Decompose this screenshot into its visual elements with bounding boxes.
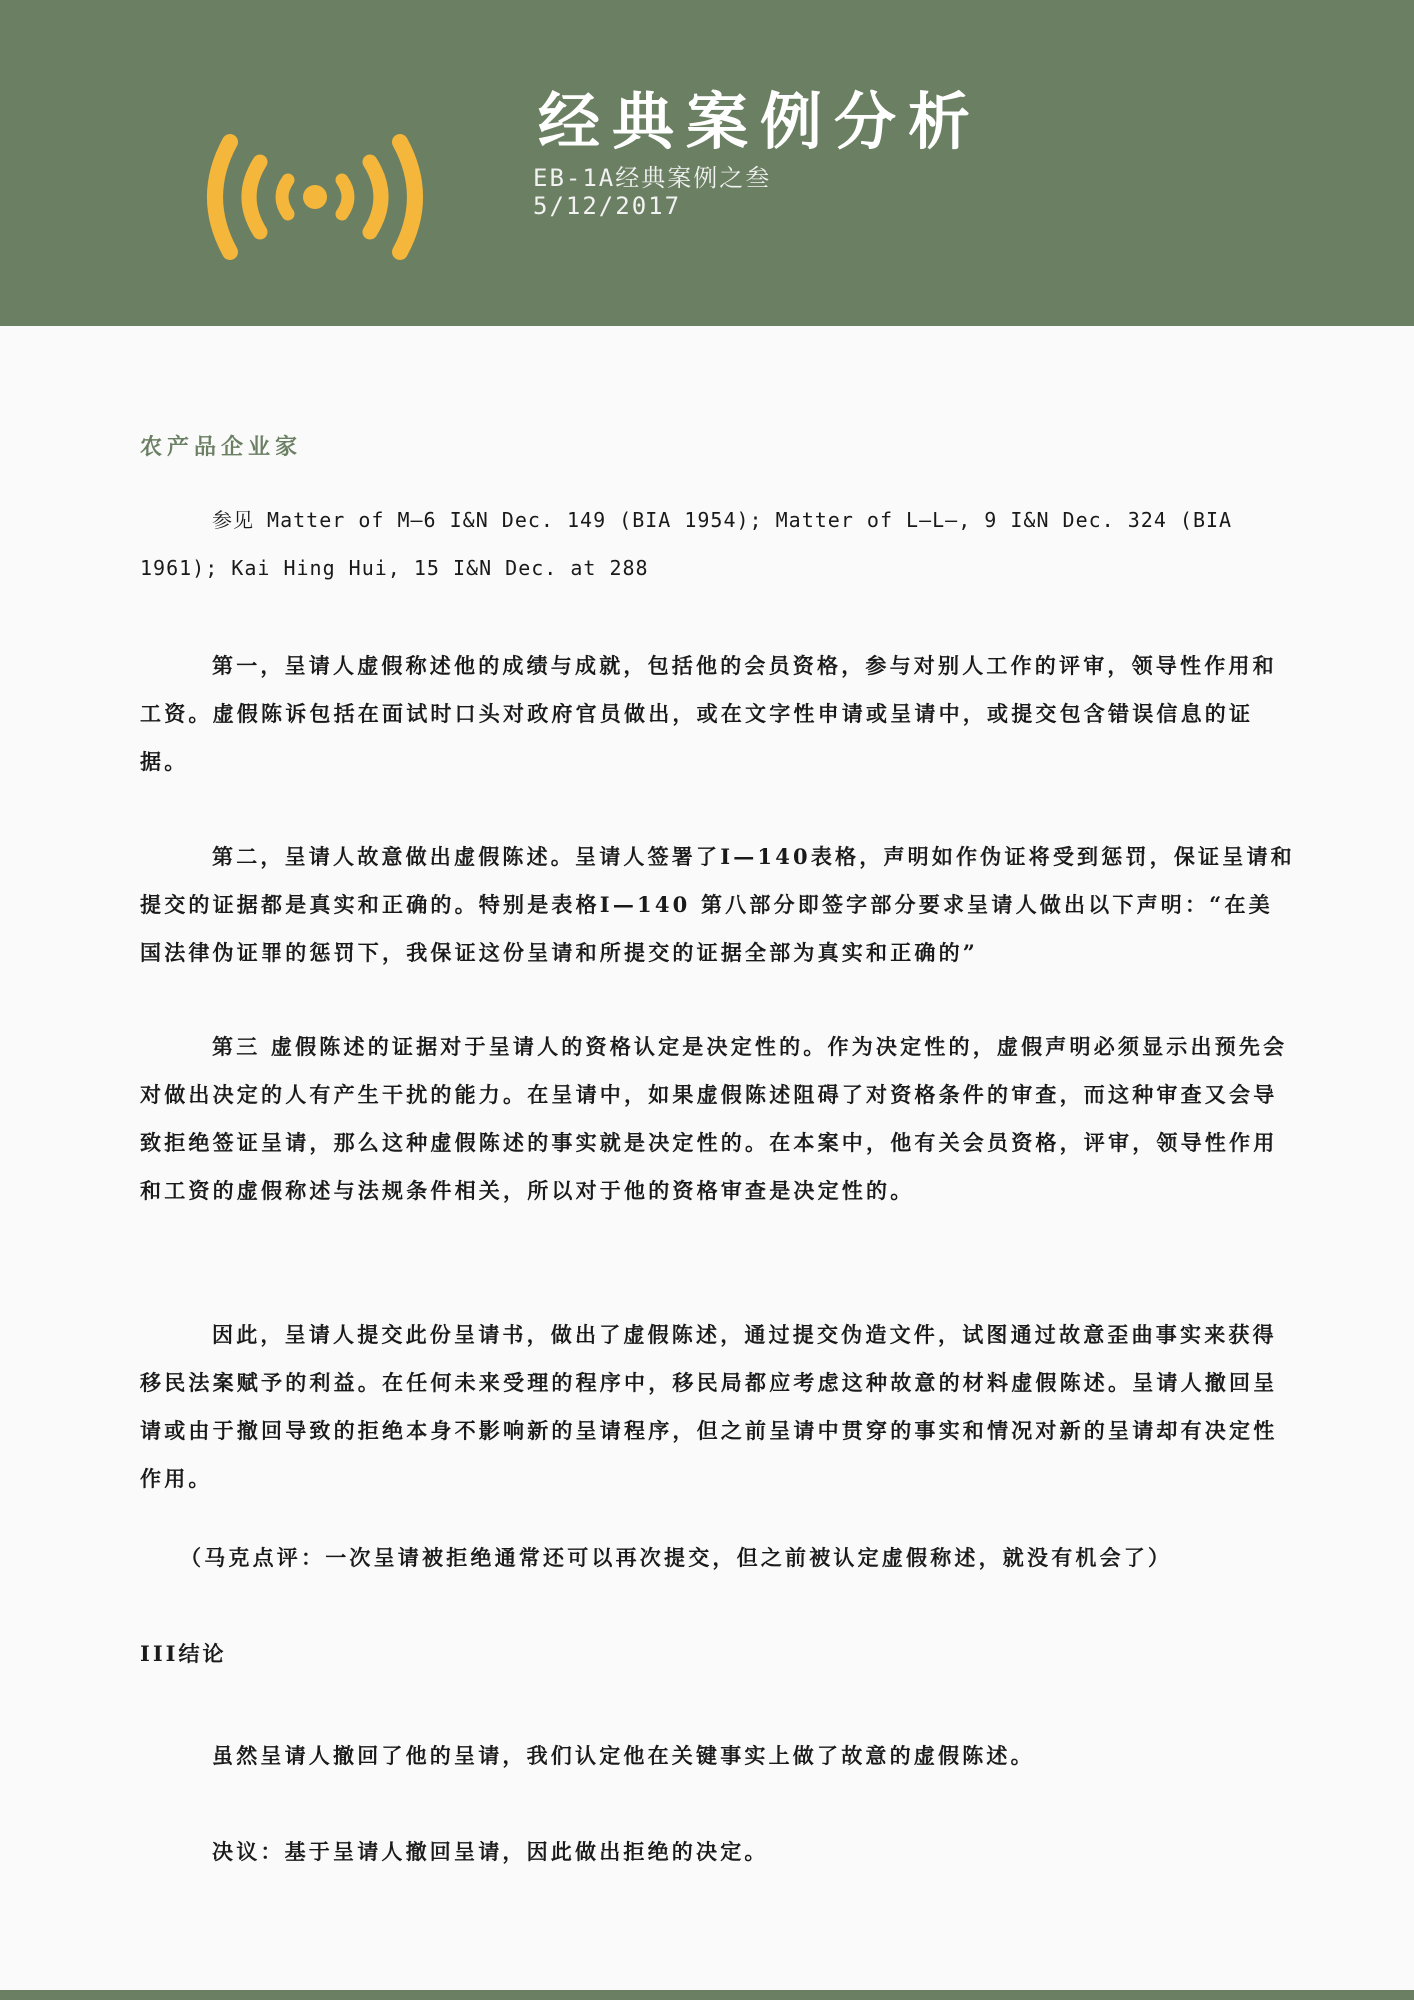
- paragraph-4: 因此，呈请人提交此份呈请书，做出了虚假陈述，通过提交伪造文件，试图通过故意歪曲事实来获得移民法案赋予的利益。在任何未来受理的程序中，移民局都应考虑这种故意的材料虚假陈述。呈请人撤回呈请或由于撤回导致的拒绝本身不影响新的呈请程序，但之前呈请中贯穿的事实和情况对新的呈请却有决定性作用。: [140, 1322, 1278, 1491]
- date: 5/12/2017: [533, 192, 682, 220]
- conclusion-heading: III结论: [140, 1641, 227, 1666]
- section-heading: 农产品企业家: [140, 434, 303, 460]
- conclusion-paragraph-2: 决议：基于呈请人撤回呈请，因此做出拒绝的决定。: [212, 1839, 769, 1864]
- conclusion-paragraph-1: 虽然呈请人撤回了他的呈请，我们认定他在关键事实上做了故意的虚假陈述。: [212, 1743, 1035, 1768]
- page-title: 经典案例分析: [538, 85, 983, 158]
- paragraph-3: 第三 虚假陈述的证据对于呈请人的资格认定是决定性的。作为决定性的，虚假声明必须显示出预先会对做出决定的人有产生干扰的能力。在呈请中，如果虚假陈述阻碍了对资格条件的审查，而这种审查又会导致拒绝签证呈请，那么这种虚假陈述的事实就是决定性的。在本案中，他有关会员资格，评审，领导性作用和工资的虚假称述与法规条件相关，所以对于他的资格审查是决定性的。: [140, 1034, 1288, 1203]
- broadcast-signal-icon: [200, 132, 430, 262]
- paragraph-2: 第二，呈请人故意做出虚假陈述。呈请人签署了I—140表格，声明如作伪证将受到惩罚，保证呈请和提交的证据都是真实和正确的。特别是表格I—140 第八部分即签字部分要求呈请人做出以下声明：“在美国法律伪证罪的惩罚下，我保证这份呈请和所提交的证据全部为真实和正确的”: [140, 844, 1295, 965]
- subtitle: EB-1A经典案例之叁: [533, 164, 772, 192]
- editor-comment: （马克点评：一次呈请被拒绝通常还可以再次提交，但之前被认定虚假称述，就没有机会了）: [180, 1545, 1173, 1570]
- reference-paragraph: 参见 Matter of M—6 I&N Dec. 149 (BIA 1954); Matter of L—L—, 9 I&N Dec. 324 (BIA 1961); Kai Hing Hui, 15 I&N Dec. at 288: [140, 508, 1233, 580]
- paragraph-1: 第一，呈请人虚假称述他的成绩与成就，包括他的会员资格，参与对别人工作的评审，领导性作用和工资。虚假陈诉包括在面试时口头对政府官员做出，或在文字性申请或呈请中，或提交包含错误信息的证据。: [140, 653, 1277, 774]
- footer-bar: [0, 1990, 1414, 2000]
- header-banner: [0, 0, 1414, 326]
